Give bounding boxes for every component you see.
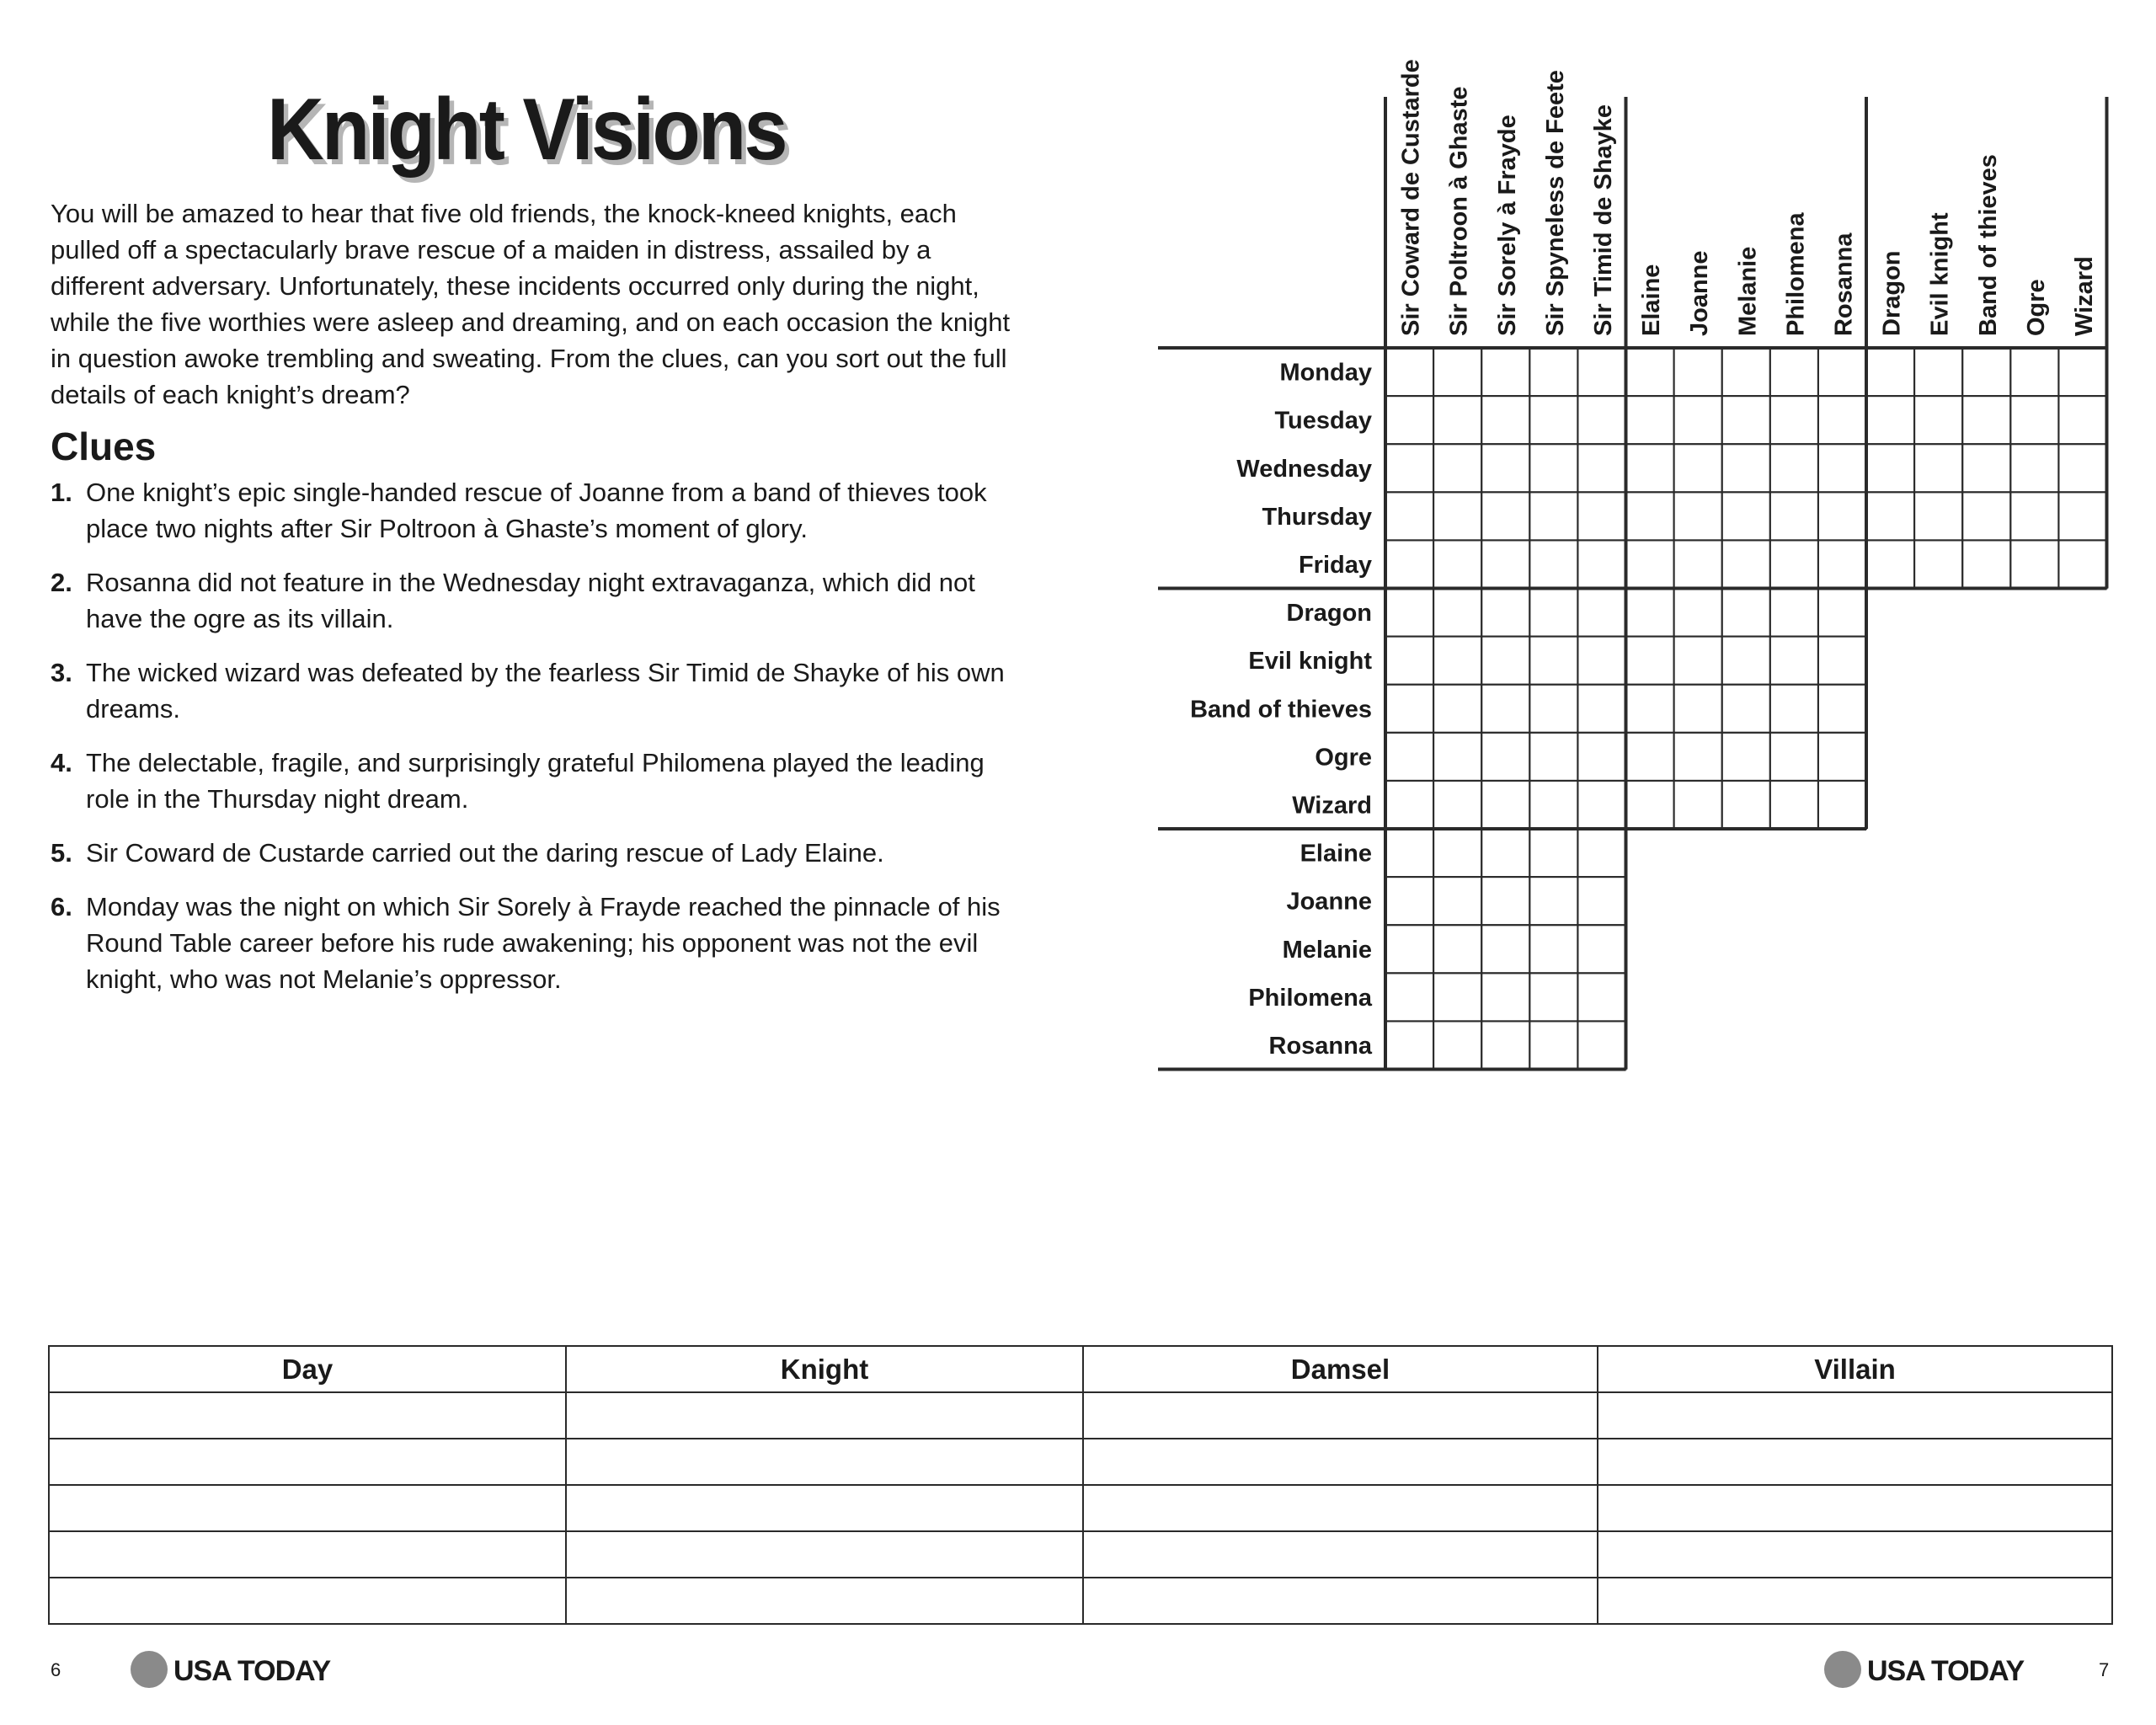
grid-cell[interactable] xyxy=(1433,685,1481,733)
grid-cell[interactable] xyxy=(1529,829,1577,877)
grid-cell[interactable] xyxy=(1770,733,1818,781)
usa-today-logo-text: USA TODAY xyxy=(1867,1655,2025,1687)
grid-cell[interactable] xyxy=(1770,589,1818,637)
answer-cell[interactable] xyxy=(49,1578,566,1624)
grid-cell[interactable] xyxy=(1529,781,1577,829)
clue-text: Monday was the night on which Sir Sorely à Frayde reached the pinnacle of his Round Table career before his rude awakening; his opponent was not the evil knight, who was not Melanie’s oppressor. xyxy=(86,892,1001,994)
grid-cell[interactable] xyxy=(1385,925,1433,973)
answer-cell[interactable] xyxy=(566,1578,1083,1624)
grid-cell[interactable] xyxy=(1577,444,1625,492)
grid-cell[interactable] xyxy=(1722,637,1770,685)
grid-cell[interactable] xyxy=(1962,540,2010,588)
grid-cell[interactable] xyxy=(2010,444,2058,492)
answer-cell[interactable] xyxy=(49,1485,566,1531)
row-label: Friday xyxy=(1298,551,1372,579)
grid-cell[interactable] xyxy=(2010,540,2058,588)
column-label: Philomena xyxy=(1782,212,1810,336)
grid-cell[interactable] xyxy=(1866,540,1914,588)
grid-cell[interactable] xyxy=(1481,540,1529,588)
answer-cell[interactable] xyxy=(49,1531,566,1578)
grid-cell[interactable] xyxy=(1577,348,1625,396)
answer-table-header: Day xyxy=(281,1354,334,1385)
grid-cell[interactable] xyxy=(1385,781,1433,829)
grid-cell[interactable] xyxy=(1674,685,1722,733)
usa-today-logo-icon xyxy=(1824,1651,1861,1688)
clue-text: Sir Coward de Custarde carried out the daring rescue of Lady Elaine. xyxy=(86,838,884,868)
grid-cell[interactable] xyxy=(1722,733,1770,781)
grid-cell[interactable] xyxy=(1914,396,1962,444)
column-label: Sir Coward de Custarde xyxy=(1397,59,1425,336)
column-label: Joanne xyxy=(1686,250,1714,336)
grid-cell[interactable] xyxy=(1433,973,1481,1021)
grid-cell[interactable] xyxy=(1818,396,1866,444)
grid-cell[interactable] xyxy=(1481,781,1529,829)
page-number-left: 6 xyxy=(51,1659,61,1680)
answer-cell[interactable] xyxy=(1598,1392,2112,1439)
row-label: Evil knight xyxy=(1248,648,1372,676)
row-label: Joanne xyxy=(1286,888,1372,916)
row-label: Melanie xyxy=(1282,936,1372,964)
grid-cell[interactable] xyxy=(1577,877,1625,925)
row-label: Band of thieves xyxy=(1190,696,1372,724)
grid-cell[interactable] xyxy=(1529,396,1577,444)
clue-text: The wicked wizard was defeated by the fearless Sir Timid de Shayke of his own dreams. xyxy=(86,658,1005,724)
grid-cell[interactable] xyxy=(2058,396,2106,444)
grid-cell[interactable] xyxy=(1914,348,1962,396)
clue-text: The delectable, fragile, and surprisingly grateful Philomena played the leading role in the Thursday night dream. xyxy=(86,748,985,814)
grid-cell[interactable] xyxy=(1529,925,1577,973)
grid-cell[interactable] xyxy=(1433,444,1481,492)
grid-cell[interactable] xyxy=(1866,396,1914,444)
usa-today-logo-text: USA TODAY xyxy=(173,1655,331,1687)
grid-cell[interactable] xyxy=(1577,396,1625,444)
clue-number: 6. xyxy=(51,892,72,921)
grid-cell[interactable] xyxy=(1962,444,2010,492)
column-label: Elaine xyxy=(1638,264,1666,336)
grid-cell[interactable] xyxy=(1626,781,1674,829)
grid-cell[interactable] xyxy=(1626,685,1674,733)
column-label: Rosanna xyxy=(1830,232,1858,336)
grid-cell[interactable] xyxy=(1433,348,1481,396)
row-label: Thursday xyxy=(1262,503,1372,531)
grid-cell[interactable] xyxy=(1818,733,1866,781)
grid-cell[interactable] xyxy=(1433,637,1481,685)
grid-cell[interactable] xyxy=(1385,685,1433,733)
grid-cell[interactable] xyxy=(1722,685,1770,733)
grid-cell[interactable] xyxy=(1722,396,1770,444)
clues-heading: Clues xyxy=(51,425,157,468)
grid-cell[interactable] xyxy=(1577,685,1625,733)
grid-cell[interactable] xyxy=(1529,1021,1577,1069)
clue-number: 5. xyxy=(51,838,72,868)
grid-cell[interactable] xyxy=(1529,733,1577,781)
answer-cell[interactable] xyxy=(1598,1485,2112,1531)
grid-cell[interactable] xyxy=(1722,492,1770,540)
grid-cell[interactable] xyxy=(1481,829,1529,877)
column-label: Wizard xyxy=(2070,256,2098,336)
grid-cell[interactable] xyxy=(1770,396,1818,444)
grid-cell[interactable] xyxy=(1770,685,1818,733)
grid-cell[interactable] xyxy=(1481,589,1529,637)
grid-cell[interactable] xyxy=(1626,396,1674,444)
grid-cell[interactable] xyxy=(1818,444,1866,492)
grid-cell[interactable] xyxy=(1674,589,1722,637)
grid-cell[interactable] xyxy=(1962,348,2010,396)
grid-cell[interactable] xyxy=(2058,348,2106,396)
grid-cell[interactable] xyxy=(1818,348,1866,396)
grid-cell[interactable] xyxy=(1481,396,1529,444)
answer-cell[interactable] xyxy=(49,1439,566,1485)
grid-cell[interactable] xyxy=(1770,444,1818,492)
grid-cell[interactable] xyxy=(1818,492,1866,540)
answer-cell[interactable] xyxy=(1083,1439,1598,1485)
grid-cell[interactable] xyxy=(1481,877,1529,925)
grid-cell[interactable] xyxy=(1674,637,1722,685)
grid-cell[interactable] xyxy=(2058,444,2106,492)
puzzle-title: Knight Visions xyxy=(267,81,786,179)
grid-cell[interactable] xyxy=(1481,637,1529,685)
grid-cell[interactable] xyxy=(1529,540,1577,588)
grid-cell[interactable] xyxy=(1385,589,1433,637)
grid-cell[interactable] xyxy=(1577,492,1625,540)
grid-cell[interactable] xyxy=(1722,540,1770,588)
grid-cell[interactable] xyxy=(1866,348,1914,396)
grid-cell[interactable] xyxy=(1577,733,1625,781)
answer-cell[interactable] xyxy=(1083,1531,1598,1578)
grid-cell[interactable] xyxy=(1770,492,1818,540)
grid-cell[interactable] xyxy=(1385,444,1433,492)
grid-cell[interactable] xyxy=(1529,973,1577,1021)
grid-cell[interactable] xyxy=(1529,637,1577,685)
row-label: Ogre xyxy=(1315,744,1372,772)
clue-text: One knight’s epic single-handed rescue of Joanne from a band of thieves took place two nights after Sir Poltroon à Ghaste’s moment of glory. xyxy=(86,478,987,543)
grid-cell[interactable] xyxy=(1962,396,2010,444)
grid-cell[interactable] xyxy=(1385,1021,1433,1069)
grid-cell[interactable] xyxy=(1818,637,1866,685)
grid-cell[interactable] xyxy=(1770,348,1818,396)
grid-cell[interactable] xyxy=(1866,444,1914,492)
grid-cell[interactable] xyxy=(1626,540,1674,588)
grid-cell[interactable] xyxy=(1433,925,1481,973)
grid-cell[interactable] xyxy=(1481,492,1529,540)
grid-cell[interactable] xyxy=(1626,637,1674,685)
grid-cell[interactable] xyxy=(1385,829,1433,877)
grid-cell[interactable] xyxy=(1529,492,1577,540)
grid-cell[interactable] xyxy=(1529,589,1577,637)
answer-cell[interactable] xyxy=(1083,1485,1598,1531)
grid-cell[interactable] xyxy=(2010,348,2058,396)
grid-cell[interactable] xyxy=(1626,444,1674,492)
grid-cell[interactable] xyxy=(1529,685,1577,733)
row-label: Tuesday xyxy=(1274,407,1372,435)
grid-cell[interactable] xyxy=(1722,348,1770,396)
answer-table-header: Damsel xyxy=(1290,1354,1390,1385)
column-label: Sir Spyneless de Feete xyxy=(1541,70,1569,336)
grid-cell[interactable] xyxy=(1722,444,1770,492)
answer-table-header: Villain xyxy=(1814,1354,1896,1385)
grid-cell[interactable] xyxy=(1577,781,1625,829)
grid-cell[interactable] xyxy=(1529,444,1577,492)
grid-cell[interactable] xyxy=(1626,589,1674,637)
grid-cell[interactable] xyxy=(1866,492,1914,540)
row-label: Philomena xyxy=(1248,984,1372,1012)
grid-cell[interactable] xyxy=(1818,540,1866,588)
answer-cell[interactable] xyxy=(566,1439,1083,1485)
row-label: Monday xyxy=(1279,359,1372,387)
grid-cell[interactable] xyxy=(1577,973,1625,1021)
row-label: Dragon xyxy=(1286,600,1372,628)
answer-cell[interactable] xyxy=(1598,1578,2112,1624)
answer-cell[interactable] xyxy=(1598,1439,2112,1485)
grid-cell[interactable] xyxy=(1385,637,1433,685)
answer-table-header: Knight xyxy=(780,1354,869,1385)
clue-number: 3. xyxy=(51,658,72,687)
grid-cell[interactable] xyxy=(1481,348,1529,396)
grid-cell[interactable] xyxy=(1914,492,1962,540)
grid-cell[interactable] xyxy=(1818,685,1866,733)
row-label: Elaine xyxy=(1299,840,1372,868)
column-label: Dragon xyxy=(1878,250,1906,336)
grid-cell[interactable] xyxy=(1674,444,1722,492)
row-label: Wizard xyxy=(1292,792,1372,820)
answer-cell[interactable] xyxy=(566,1531,1083,1578)
grid-cell[interactable] xyxy=(1433,733,1481,781)
grid-cell[interactable] xyxy=(2010,396,2058,444)
grid-cell[interactable] xyxy=(1674,492,1722,540)
grid-cell[interactable] xyxy=(1626,733,1674,781)
grid-cell[interactable] xyxy=(1577,637,1625,685)
grid-cell[interactable] xyxy=(2058,492,2106,540)
column-label: Melanie xyxy=(1734,246,1762,336)
grid-cell[interactable] xyxy=(1577,540,1625,588)
grid-cell[interactable] xyxy=(1674,348,1722,396)
grid-cell[interactable] xyxy=(1385,540,1433,588)
grid-cell[interactable] xyxy=(1385,733,1433,781)
answer-cell[interactable] xyxy=(566,1485,1083,1531)
grid-cell[interactable] xyxy=(1433,492,1481,540)
grid-cell[interactable] xyxy=(1770,781,1818,829)
grid-cell[interactable] xyxy=(1385,973,1433,1021)
grid-cell[interactable] xyxy=(1433,540,1481,588)
column-label: Ogre xyxy=(2022,279,2050,336)
answer-cell[interactable] xyxy=(1083,1392,1598,1439)
clue-number: 2. xyxy=(51,568,72,597)
grid-cell[interactable] xyxy=(1674,781,1722,829)
grid-cell[interactable] xyxy=(1433,589,1481,637)
answer-cell[interactable] xyxy=(1598,1531,2112,1578)
grid-cell[interactable] xyxy=(1674,540,1722,588)
column-label: Sir Timid de Shayke xyxy=(1589,104,1617,336)
grid-cell[interactable] xyxy=(1914,540,1962,588)
grid-cell[interactable] xyxy=(1577,1021,1625,1069)
grid-cell[interactable] xyxy=(2058,540,2106,588)
grid-cell[interactable] xyxy=(1481,685,1529,733)
clue-text: Rosanna did not feature in the Wednesday night extravaganza, which did not have the ogre as its villain. xyxy=(86,568,975,633)
grid-cell[interactable] xyxy=(1433,829,1481,877)
grid-cell[interactable] xyxy=(1722,589,1770,637)
grid-cell[interactable] xyxy=(1433,396,1481,444)
column-label: Sir Sorely à Frayde xyxy=(1493,115,1521,336)
grid-cell[interactable] xyxy=(1818,589,1866,637)
grid-cell[interactable] xyxy=(1914,444,1962,492)
grid-cell[interactable] xyxy=(1481,733,1529,781)
column-label: Band of thieves xyxy=(1974,154,2002,336)
answer-cell[interactable] xyxy=(566,1392,1083,1439)
grid-cell[interactable] xyxy=(1481,973,1529,1021)
grid-cell[interactable] xyxy=(1385,877,1433,925)
answer-cell[interactable] xyxy=(49,1392,566,1439)
usa-today-logo-icon xyxy=(131,1651,168,1688)
grid-cell[interactable] xyxy=(1433,1021,1481,1069)
grid-cell[interactable] xyxy=(1577,925,1625,973)
grid-cell[interactable] xyxy=(1481,925,1529,973)
grid-cell[interactable] xyxy=(1577,829,1625,877)
intro-paragraph: You will be amazed to hear that five old friends, the knock-kneed knights, each pulled off a spectacularly brave rescue of a maiden in distress, assailed by a different adversary. Unfortunately, these incidents occurred only during the night, while the five worthies were asleep and dreaming, and on each occasion the knight in question awoke trembling and sweating. From the clues, can you sort out the full details of each knight’s dream? xyxy=(51,199,1011,409)
grid-cell[interactable] xyxy=(1577,589,1625,637)
grid-cell[interactable] xyxy=(1529,348,1577,396)
grid-cell[interactable] xyxy=(1962,492,2010,540)
clue-number: 4. xyxy=(51,748,72,777)
grid-cell[interactable] xyxy=(1385,396,1433,444)
row-label: Wednesday xyxy=(1236,455,1372,483)
page-number-right: 7 xyxy=(2099,1659,2110,1680)
grid-cell[interactable] xyxy=(1433,781,1481,829)
grid-cell[interactable] xyxy=(1818,781,1866,829)
answer-cell[interactable] xyxy=(1083,1578,1598,1624)
column-label: Evil knight xyxy=(1926,212,1954,336)
grid-cell[interactable] xyxy=(1529,877,1577,925)
grid-cell[interactable] xyxy=(1674,733,1722,781)
grid-cell[interactable] xyxy=(1385,492,1433,540)
clue-number: 1. xyxy=(51,478,72,507)
grid-cell[interactable] xyxy=(1770,637,1818,685)
row-label: Rosanna xyxy=(1268,1032,1372,1060)
grid-cell[interactable] xyxy=(2010,492,2058,540)
grid-cell[interactable] xyxy=(1722,781,1770,829)
grid-cell[interactable] xyxy=(1481,1021,1529,1069)
grid-cell[interactable] xyxy=(1674,396,1722,444)
column-label: Sir Poltroon à Ghaste xyxy=(1445,86,1473,336)
grid-cell[interactable] xyxy=(1433,877,1481,925)
grid-cell[interactable] xyxy=(1770,540,1818,588)
grid-cell[interactable] xyxy=(1385,348,1433,396)
grid-cell[interactable] xyxy=(1626,348,1674,396)
grid-cell[interactable] xyxy=(1626,492,1674,540)
grid-cell[interactable] xyxy=(1481,444,1529,492)
